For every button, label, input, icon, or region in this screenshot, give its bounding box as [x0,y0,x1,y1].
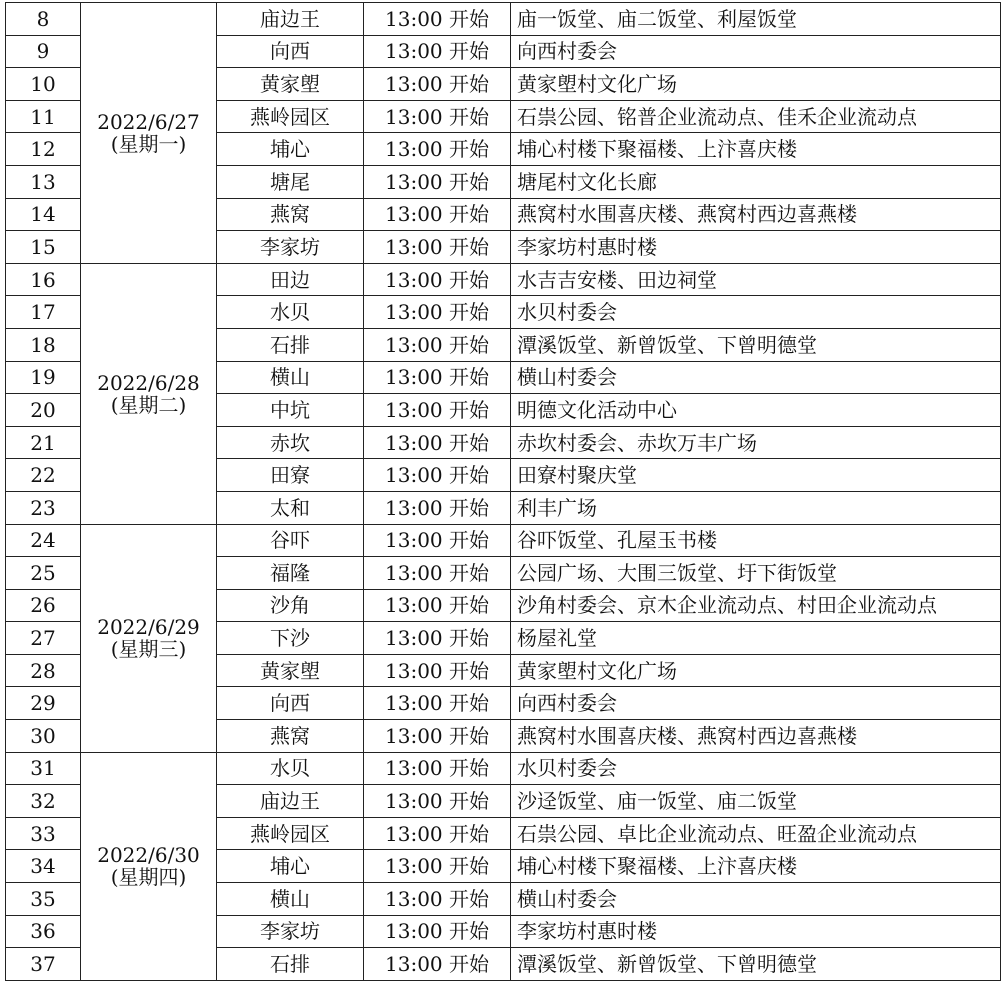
row-number: 20 [6,394,81,427]
table-row [6,3,1001,36]
row-number: 34 [6,850,81,883]
area-cell: 李家坊 [217,231,364,264]
time-cell: 13:00 开始 [364,328,511,361]
location-cell: 沙角村委会、京木企业流动点、村田企业流动点 [511,589,1001,622]
area-cell: 石排 [217,948,364,981]
schedule-table [5,2,1001,981]
row-number: 15 [6,231,81,264]
row-number: 37 [6,948,81,981]
area-cell: 李家坊 [217,915,364,948]
time-cell: 13:00 开始 [364,752,511,785]
row-number: 26 [6,589,81,622]
location-cell: 石祟公园、卓比企业流动点、旺盈企业流动点 [511,817,1001,850]
row-number: 27 [6,622,81,655]
area-cell: 中坑 [217,394,364,427]
row-number: 32 [6,785,81,818]
time-cell: 13:00 开始 [364,817,511,850]
area-cell: 燕岭园区 [217,817,364,850]
weekday-text: (星期三) [110,637,187,662]
row-number: 17 [6,296,81,329]
row-number: 22 [6,459,81,492]
row-number: 36 [6,915,81,948]
area-cell: 黄家塱 [217,68,364,101]
location-cell: 赤坎村委会、赤坎万丰广场 [511,426,1001,459]
location-cell: 沙迳饭堂、庙一饭堂、庙二饭堂 [511,785,1001,818]
location-cell: 谷吓饭堂、孔屋玉书楼 [511,524,1001,557]
area-cell: 水贝 [217,296,364,329]
location-cell: 黄家塱村文化广场 [511,654,1001,687]
time-cell: 13:00 开始 [364,557,511,590]
weekday-text: (星期一) [110,131,187,156]
area-cell: 田寮 [217,459,364,492]
area-cell: 下沙 [217,622,364,655]
location-cell: 明德文化活动中心 [511,394,1001,427]
location-cell: 埔心村楼下聚福楼、上汴喜庆楼 [511,133,1001,166]
location-cell: 水吉吉安楼、田边祠堂 [511,263,1001,296]
time-cell: 13:00 开始 [364,654,511,687]
time-cell: 13:00 开始 [364,459,511,492]
area-cell: 燕窝 [217,720,364,753]
row-number: 21 [6,426,81,459]
time-cell: 13:00 开始 [364,3,511,36]
time-cell: 13:00 开始 [364,296,511,329]
area-cell: 燕岭园区 [217,100,364,133]
time-cell: 13:00 开始 [364,850,511,883]
row-number: 9 [6,35,81,68]
location-cell: 李家坊村惠时楼 [511,915,1001,948]
row-number: 8 [6,3,81,36]
time-cell: 13:00 开始 [364,133,511,166]
time-cell: 13:00 开始 [364,361,511,394]
time-cell: 13:00 开始 [364,426,511,459]
location-cell: 向西村委会 [511,35,1001,68]
location-cell: 横山村委会 [511,883,1001,916]
location-cell: 石祟公园、铭普企业流动点、佳禾企业流动点 [511,100,1001,133]
location-cell: 潭溪饭堂、新曾饭堂、下曾明德堂 [511,948,1001,981]
area-cell: 沙角 [217,589,364,622]
location-cell: 水贝村委会 [511,752,1001,785]
time-cell: 13:00 开始 [364,100,511,133]
area-cell: 谷吓 [217,524,364,557]
time-cell: 13:00 开始 [364,263,511,296]
time-cell: 13:00 开始 [364,589,511,622]
row-number: 29 [6,687,81,720]
location-cell: 利丰广场 [511,491,1001,524]
location-cell: 横山村委会 [511,361,1001,394]
row-number: 33 [6,817,81,850]
location-cell: 燕窝村水围喜庆楼、燕窝村西边喜燕楼 [511,198,1001,231]
row-number: 12 [6,133,81,166]
area-cell: 横山 [217,361,364,394]
date-cell [81,263,217,524]
time-cell: 13:00 开始 [364,687,511,720]
time-cell: 13:00 开始 [364,883,511,916]
area-cell: 黄家塱 [217,654,364,687]
row-number: 25 [6,557,81,590]
date-text: 2022/6/28 [97,370,200,395]
area-cell: 向西 [217,687,364,720]
date-text: 2022/6/30 [97,843,200,868]
table-row [6,263,1001,296]
row-number: 14 [6,198,81,231]
date-text: 2022/6/29 [97,615,200,640]
area-cell: 石排 [217,328,364,361]
date-text: 2022/6/27 [97,109,200,134]
location-cell: 黄家塱村文化广场 [511,68,1001,101]
row-number: 35 [6,883,81,916]
location-cell: 埔心村楼下聚福楼、上汴喜庆楼 [511,850,1001,883]
time-cell: 13:00 开始 [364,165,511,198]
area-cell: 向西 [217,35,364,68]
row-number: 19 [6,361,81,394]
time-cell: 13:00 开始 [364,491,511,524]
area-cell: 水贝 [217,752,364,785]
row-number: 18 [6,328,81,361]
area-cell: 燕窝 [217,198,364,231]
area-cell: 埔心 [217,133,364,166]
row-number: 23 [6,491,81,524]
row-number: 10 [6,68,81,101]
row-number: 28 [6,654,81,687]
area-cell: 塘尾 [217,165,364,198]
row-number: 31 [6,752,81,785]
location-cell: 向西村委会 [511,687,1001,720]
location-cell: 塘尾村文化长廊 [511,165,1001,198]
row-number: 13 [6,165,81,198]
time-cell: 13:00 开始 [364,915,511,948]
location-cell: 水贝村委会 [511,296,1001,329]
row-number: 11 [6,100,81,133]
location-cell: 公园广场、大围三饭堂、圩下街饭堂 [511,557,1001,590]
table-row [6,752,1001,785]
time-cell: 13:00 开始 [364,720,511,753]
location-cell: 杨屋礼堂 [511,622,1001,655]
row-number: 16 [6,263,81,296]
location-cell: 田寮村聚庆堂 [511,459,1001,492]
location-cell: 李家坊村惠时楼 [511,231,1001,264]
area-cell: 横山 [217,883,364,916]
time-cell: 13:00 开始 [364,524,511,557]
row-number: 30 [6,720,81,753]
location-cell: 燕窝村水围喜庆楼、燕窝村西边喜燕楼 [511,720,1001,753]
time-cell: 13:00 开始 [364,35,511,68]
schedule-body [6,3,1001,981]
area-cell: 赤坎 [217,426,364,459]
time-cell: 13:00 开始 [364,394,511,427]
weekday-text: (星期二) [110,392,187,417]
location-cell: 潭溪饭堂、新曾饭堂、下曾明德堂 [511,328,1001,361]
row-number: 24 [6,524,81,557]
area-cell: 庙边王 [217,785,364,818]
area-cell: 埔心 [217,850,364,883]
time-cell: 13:00 开始 [364,948,511,981]
location-cell: 庙一饭堂、庙二饭堂、利屋饭堂 [511,3,1001,36]
date-cell [81,3,217,264]
time-cell: 13:00 开始 [364,231,511,264]
time-cell: 13:00 开始 [364,68,511,101]
area-cell: 福隆 [217,557,364,590]
table-row [6,524,1001,557]
date-cell [81,524,217,752]
time-cell: 13:00 开始 [364,785,511,818]
time-cell: 13:00 开始 [364,622,511,655]
weekday-text: (星期四) [110,865,187,890]
date-cell [81,752,217,980]
area-cell: 太和 [217,491,364,524]
time-cell: 13:00 开始 [364,198,511,231]
area-cell: 田边 [217,263,364,296]
area-cell: 庙边王 [217,3,364,36]
